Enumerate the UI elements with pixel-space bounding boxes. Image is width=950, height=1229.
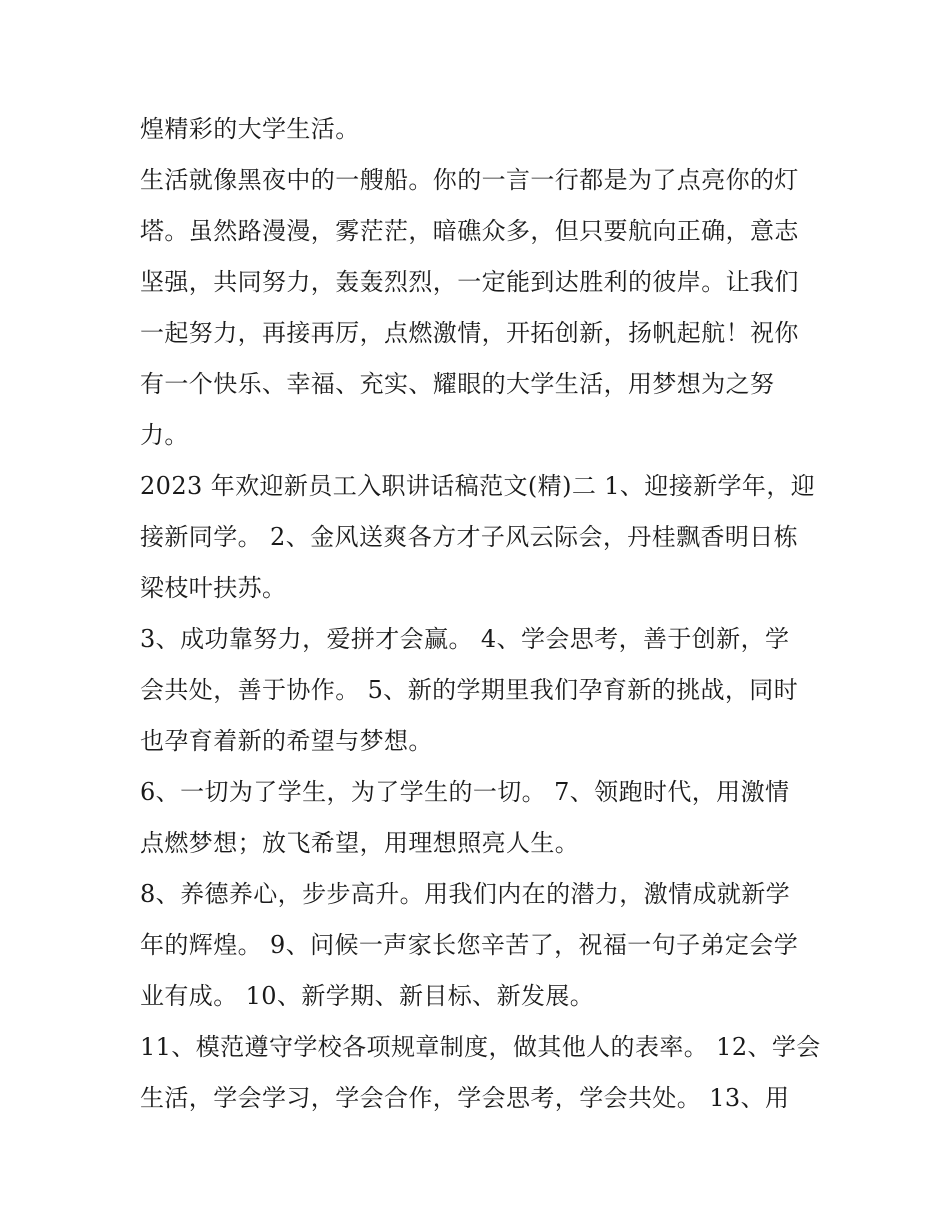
document-body <box>140 104 820 1124</box>
paragraph <box>140 869 820 1022</box>
text-line: 接新同学。 2、金风送爽各方才子风云际会，丹桂飘香明日栋 <box>140 523 799 551</box>
paragraph <box>140 1022 820 1124</box>
text-line: 梁枝叶扶苏。 <box>140 574 287 602</box>
text-line: 11、模范遵守学校各项规章制度，做其他人的表率。 12、学会 <box>140 1033 821 1061</box>
paragraph <box>140 155 820 461</box>
text-line: 煌精彩的大学生活。 <box>140 115 360 143</box>
text-line: 会共处，善于协作。 5、新的学期里我们孕育新的挑战，同时 <box>140 676 799 704</box>
text-line: 业有成。 10、新学期、新目标、新发展。 <box>140 982 595 1010</box>
text-line: 也孕育着新的希望与梦想。 <box>140 727 433 755</box>
paragraph <box>140 461 820 614</box>
text-line: 塔。虽然路漫漫，雾茫茫，暗礁众多，但只要航向正确，意志 <box>140 217 799 245</box>
text-line: 年的辉煌。 9、问候一声家长您辛苦了，祝福一句子弟定会学 <box>140 931 799 959</box>
text-line: 8、养德养心，步步高升。用我们内在的潜力，激情成就新学 <box>140 880 791 908</box>
text-line: 坚强，共同努力，轰轰烈烈，一定能到达胜利的彼岸。让我们 <box>140 268 799 296</box>
text-line: 2023 年欢迎新员工入职讲话稿范文(精)二 1、迎接新学年，迎 <box>140 472 816 500</box>
paragraph <box>140 104 820 155</box>
text-line: 一起努力，再接再厉，点燃激情，开拓创新，扬帆起航！祝你 <box>140 319 799 347</box>
text-line: 生活，学会学习，学会合作，学会思考，学会共处。 13、用 <box>140 1084 790 1112</box>
text-line: 生活就像黑夜中的一艘船。你的一言一行都是为了点亮你的灯 <box>140 166 799 194</box>
text-line: 6、一切为了学生，为了学生的一切。 7、领跑时代，用激情 <box>140 778 790 806</box>
text-line: 点燃梦想；放飞希望，用理想照亮人生。 <box>140 829 580 857</box>
text-line: 力。 <box>140 421 189 449</box>
text-line: 3、成功靠努力，爱拼才会赢。 4、学会思考，善于创新，学 <box>140 625 790 653</box>
paragraph <box>140 767 820 869</box>
text-line: 有一个快乐、幸福、充实、耀眼的大学生活，用梦想为之努 <box>140 370 775 398</box>
paragraph <box>140 614 820 767</box>
